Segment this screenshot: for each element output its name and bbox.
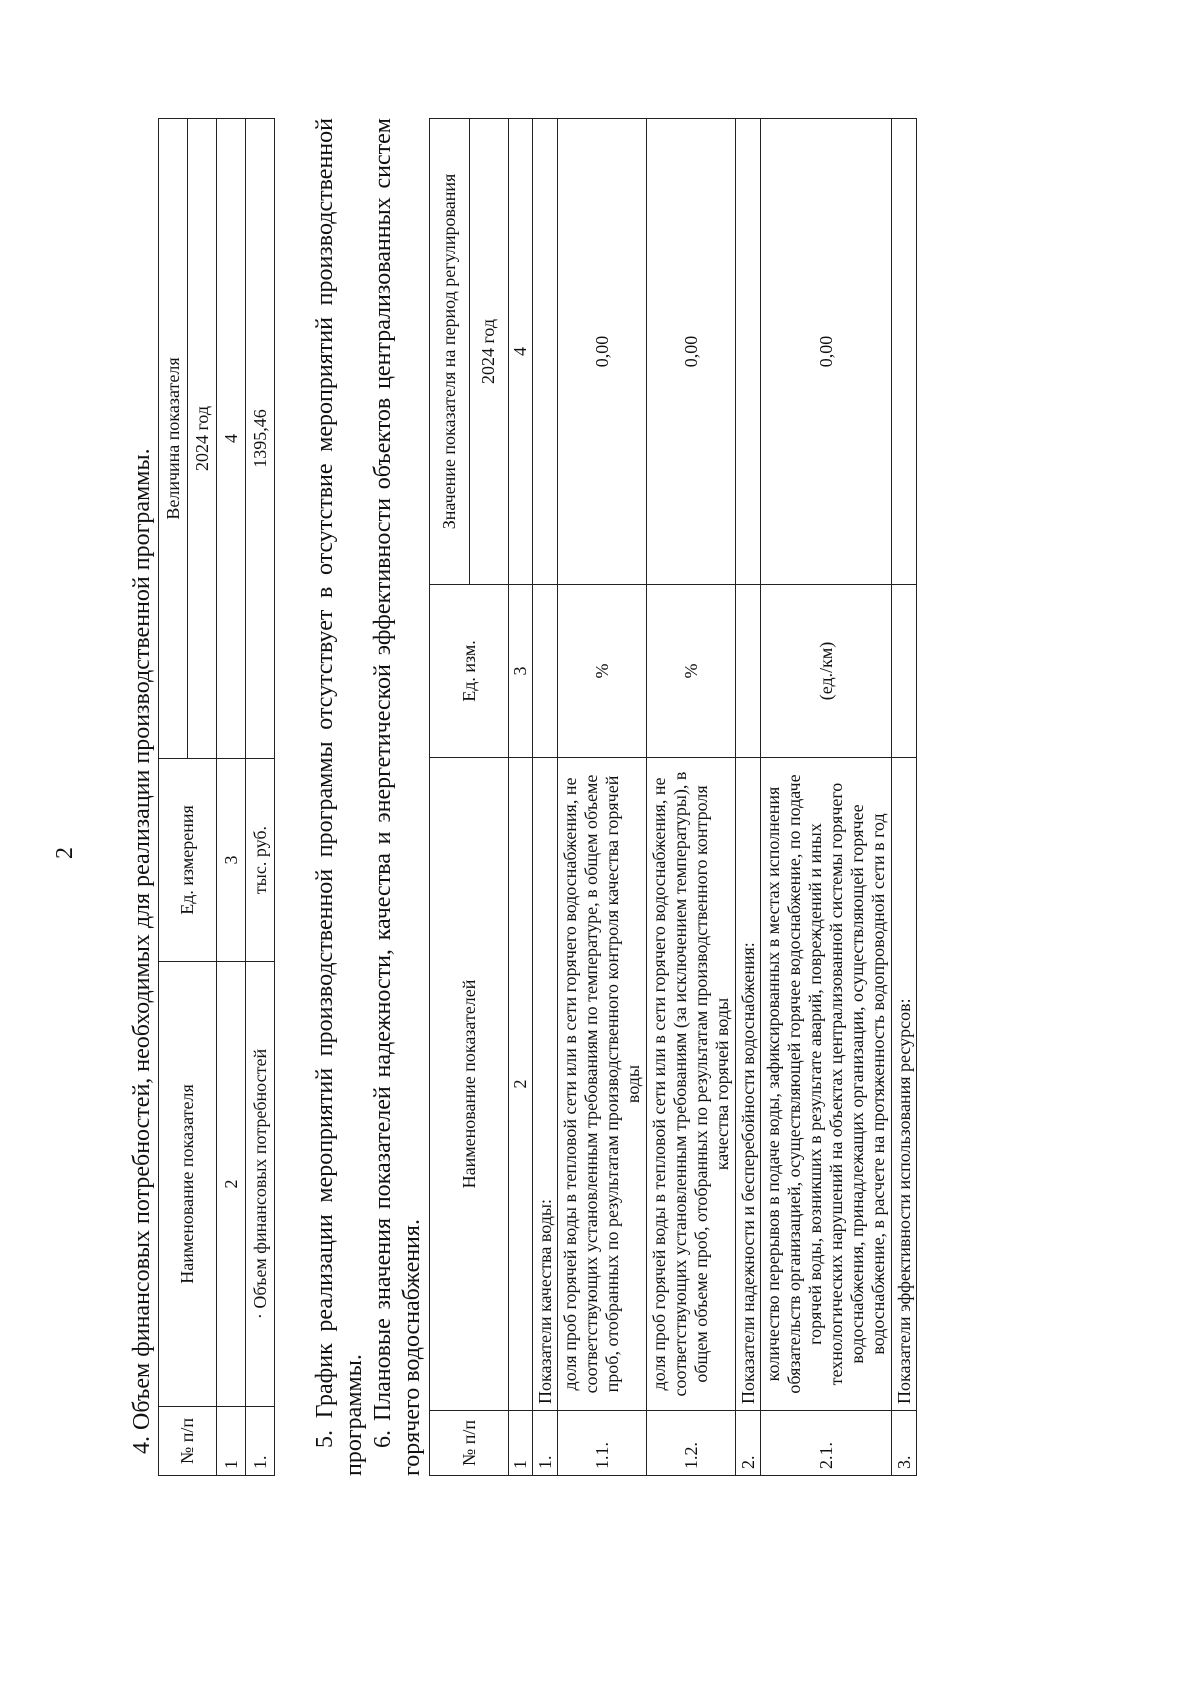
row-number: 1.1. [558,1411,647,1476]
table-header-row [430,119,470,1476]
document-body [128,118,917,1476]
section-title: Показатели надежности и бесперебойности водоснабжения: [736,758,761,1411]
row-value: 1395,46 [246,119,275,759]
row-value: 0,00 [647,119,736,585]
row-value: 0,00 [761,119,892,585]
column-number: 2 [217,962,246,1407]
section-4-title: 4. Объем финансовых потребностей, необходимых для реализации производственной программы. [129,448,155,1454]
header-number: № п/п [159,1407,217,1476]
column-number: 1 [509,1411,533,1476]
table-row [246,119,275,1476]
empty-cell [892,119,917,585]
empty-cell [533,585,558,758]
header-value-group: Величина показателя [159,119,188,759]
section-number: 1. [533,1411,558,1476]
empty-cell [736,119,761,585]
row-unit: % [647,585,736,758]
section-5-text: 5. График реализации мероприятий производственной программы отсутствует в отсутствие мероприятий производственной программы. [312,118,367,1476]
table-row [647,119,736,1476]
header-number: № п/п [430,1411,509,1476]
column-number: 3 [217,759,246,962]
header-value-group: Значение показателя на период регулирования [430,119,470,585]
financial-needs-table [158,118,275,1476]
row-unit: % [558,585,647,758]
row-indicator-name: доля проб горячей воды в тепловой сети или в сети горячего водоснабжения, не соответствующих установленным требованиям по температуре, в общем объеме проб, отобранных по результатам производственного контроля качества горячей воды [558,758,647,1411]
empty-cell [533,119,558,585]
section-title: Показатели эффективности использования ресурсов: [892,758,917,1411]
section-heading-row [892,119,917,1476]
header-year: 2024 год [469,119,509,585]
row-unit: тыс. руб. [246,759,275,962]
empty-cell [892,585,917,758]
column-numbering-row [217,119,246,1476]
table-row [558,119,647,1476]
row-indicator-name: доля проб горячей воды в тепловой сети или в сети горячего водоснабжения, не соответствующих установленным требованиям (за исключением температуры), в общем объеме проб, отобранных по результатам производственного контроля качества горячей воды [647,758,736,1411]
section-heading-row [736,119,761,1476]
section-heading-row [533,119,558,1476]
row-number: 1. [246,1407,275,1476]
table-header-row [159,119,188,1476]
column-numbering-row [509,119,533,1476]
header-unit: Ед. измерения [159,759,217,962]
column-number: 2 [509,758,533,1411]
section-title: Показатели качества воды: [533,758,558,1411]
empty-cell [736,585,761,758]
section-6-text: 6. Плановые значения показателей надежности, качества и энергетической эффективности объектов централизованных систем горячего водоснабжения. [370,118,425,1476]
row-value: 0,00 [558,119,647,585]
row-number: 1.2. [647,1411,736,1476]
row-unit: (ед./км) [761,585,892,758]
indicators-table [429,118,917,1476]
column-number: 4 [509,119,533,585]
header-unit: Ед. изм. [430,585,509,758]
header-indicator-name: Наименование показателей [430,758,509,1411]
column-number: 1 [217,1407,246,1476]
table-row [761,119,892,1476]
row-indicator-name: · Объем финансовых потребностей [246,962,275,1407]
row-number: 2.1. [761,1411,892,1476]
header-year: 2024 год [188,119,217,759]
column-number: 3 [509,585,533,758]
header-indicator-name: Наименование показателя [159,962,217,1407]
section-number: 2. [736,1411,761,1476]
section-number: 3. [892,1411,917,1476]
row-indicator-name: количество перерывов в подаче воды, зафиксированных в местах исполнения обязательств организацией, осуществляющей горячее водоснабжение, по подаче горячей воды, возникших в результате аварий, повреждений и иных технологических нарушений на объектах централизованной системы горячего водоснабжения, принадлежащих организации, осуществляющей горячее водоснабжение, в расчете на протяженность водопроводной сети в год [761,758,892,1411]
page-number: 2 [52,847,78,859]
column-number: 4 [217,119,246,759]
